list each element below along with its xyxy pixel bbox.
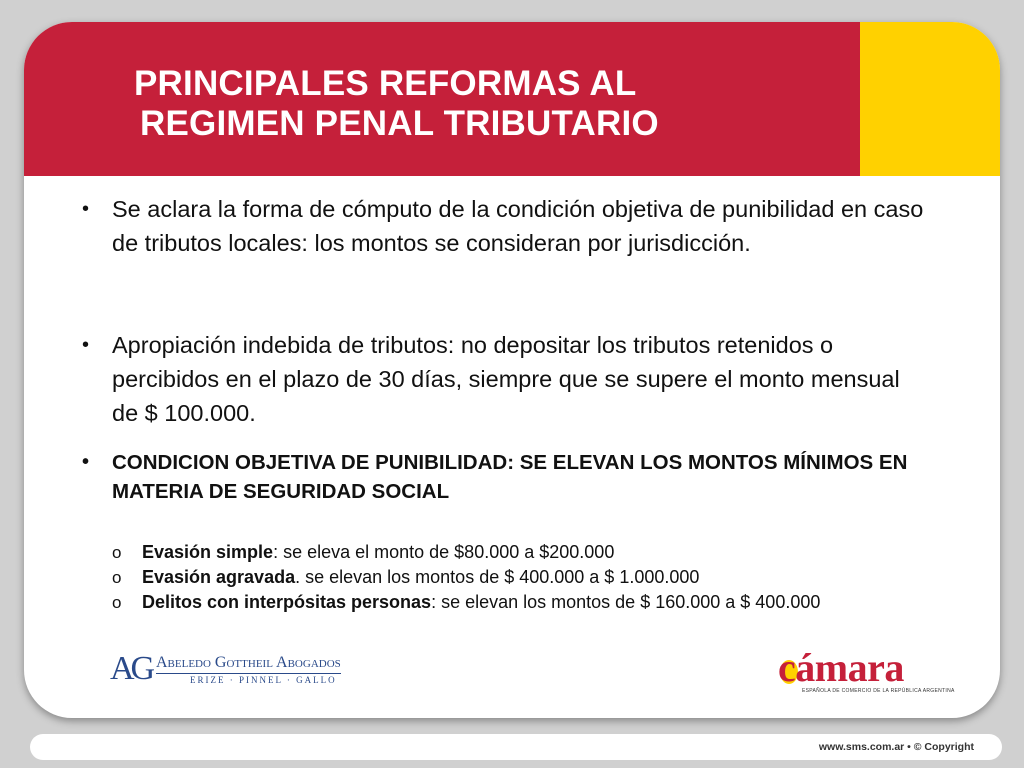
sub-bullet-term: Delitos con interpósitas personas [142,592,432,612]
bullet-marker: • [82,198,90,220]
sub-bullet-detail: : se elevan los montos de $ 160.000 a $ 400.000 [431,592,821,612]
bullet-marker: • [82,334,90,356]
sub-bullet-detail: : se eleva el monto de $80.000 a $200.000 [273,542,615,562]
sub-bullet-item [112,565,942,590]
slide-title-line2: REGIMEN PENAL TRIBUTARIO [140,104,659,143]
sub-bullet-term: Evasión agravada [142,567,296,587]
footer-copyright[interactable]: www.sms.com.ar • © Copyright [818,741,974,753]
abeledo-gottheil-logo [110,650,370,690]
camara-logo-word: cámara [778,645,904,690]
ag-monogram: AG [110,650,152,687]
slide [24,22,1000,718]
sub-bullet-text [142,565,942,590]
bullet-item-heading [82,448,912,506]
sub-bullet-text [142,590,942,615]
sub-bullet-term: Evasión simple [142,542,274,562]
slide-body [24,22,1000,718]
footer-bar [30,734,1002,760]
camara-logo [778,645,958,700]
camara-logo-subtitle: ESPAÑOLA DE COMERCIO DE LA REPÚBLICA ARGENTINA [802,688,955,694]
sub-bullet-marker: o [112,593,122,612]
bullet-text: Se aclara la forma de cómputo de la condición objetiva de punibilidad en caso de tributos locales: los montos se consideran por jurisdicción. [112,196,924,256]
sub-bullet-marker: o [112,543,122,562]
bullet-item [82,192,932,260]
bullet-item [82,328,932,430]
sub-bullet-text [142,540,942,565]
bullet-marker: • [82,451,90,473]
sub-bullet-marker: o [112,568,122,587]
sub-bullet-item [112,590,942,615]
ag-firm-partners: ERIZE · PINNEL · GALLO [190,675,337,685]
bullet-text: Apropiación indebida de tributos: no depositar los tributos retenidos o percibidos en el plazo de 30 días, siempre que se supere el monto mensual de $ 100.000. [112,332,900,426]
slide-title-line1: PRINCIPALES REFORMAS AL [134,64,637,103]
sub-bullet-item [112,540,942,565]
sub-bullet-detail: . se elevan los montos de $ 400.000 a $ 1.000.000 [295,567,700,587]
bullet-text: CONDICION OBJETIVA DE PUNIBILIDAD: SE ELEVAN LOS MONTOS MÍNIMOS EN MATERIA DE SEGURIDAD SOCIAL [112,451,908,503]
ag-firm-name: Abeledo Gottheil Abogados [156,654,341,674]
